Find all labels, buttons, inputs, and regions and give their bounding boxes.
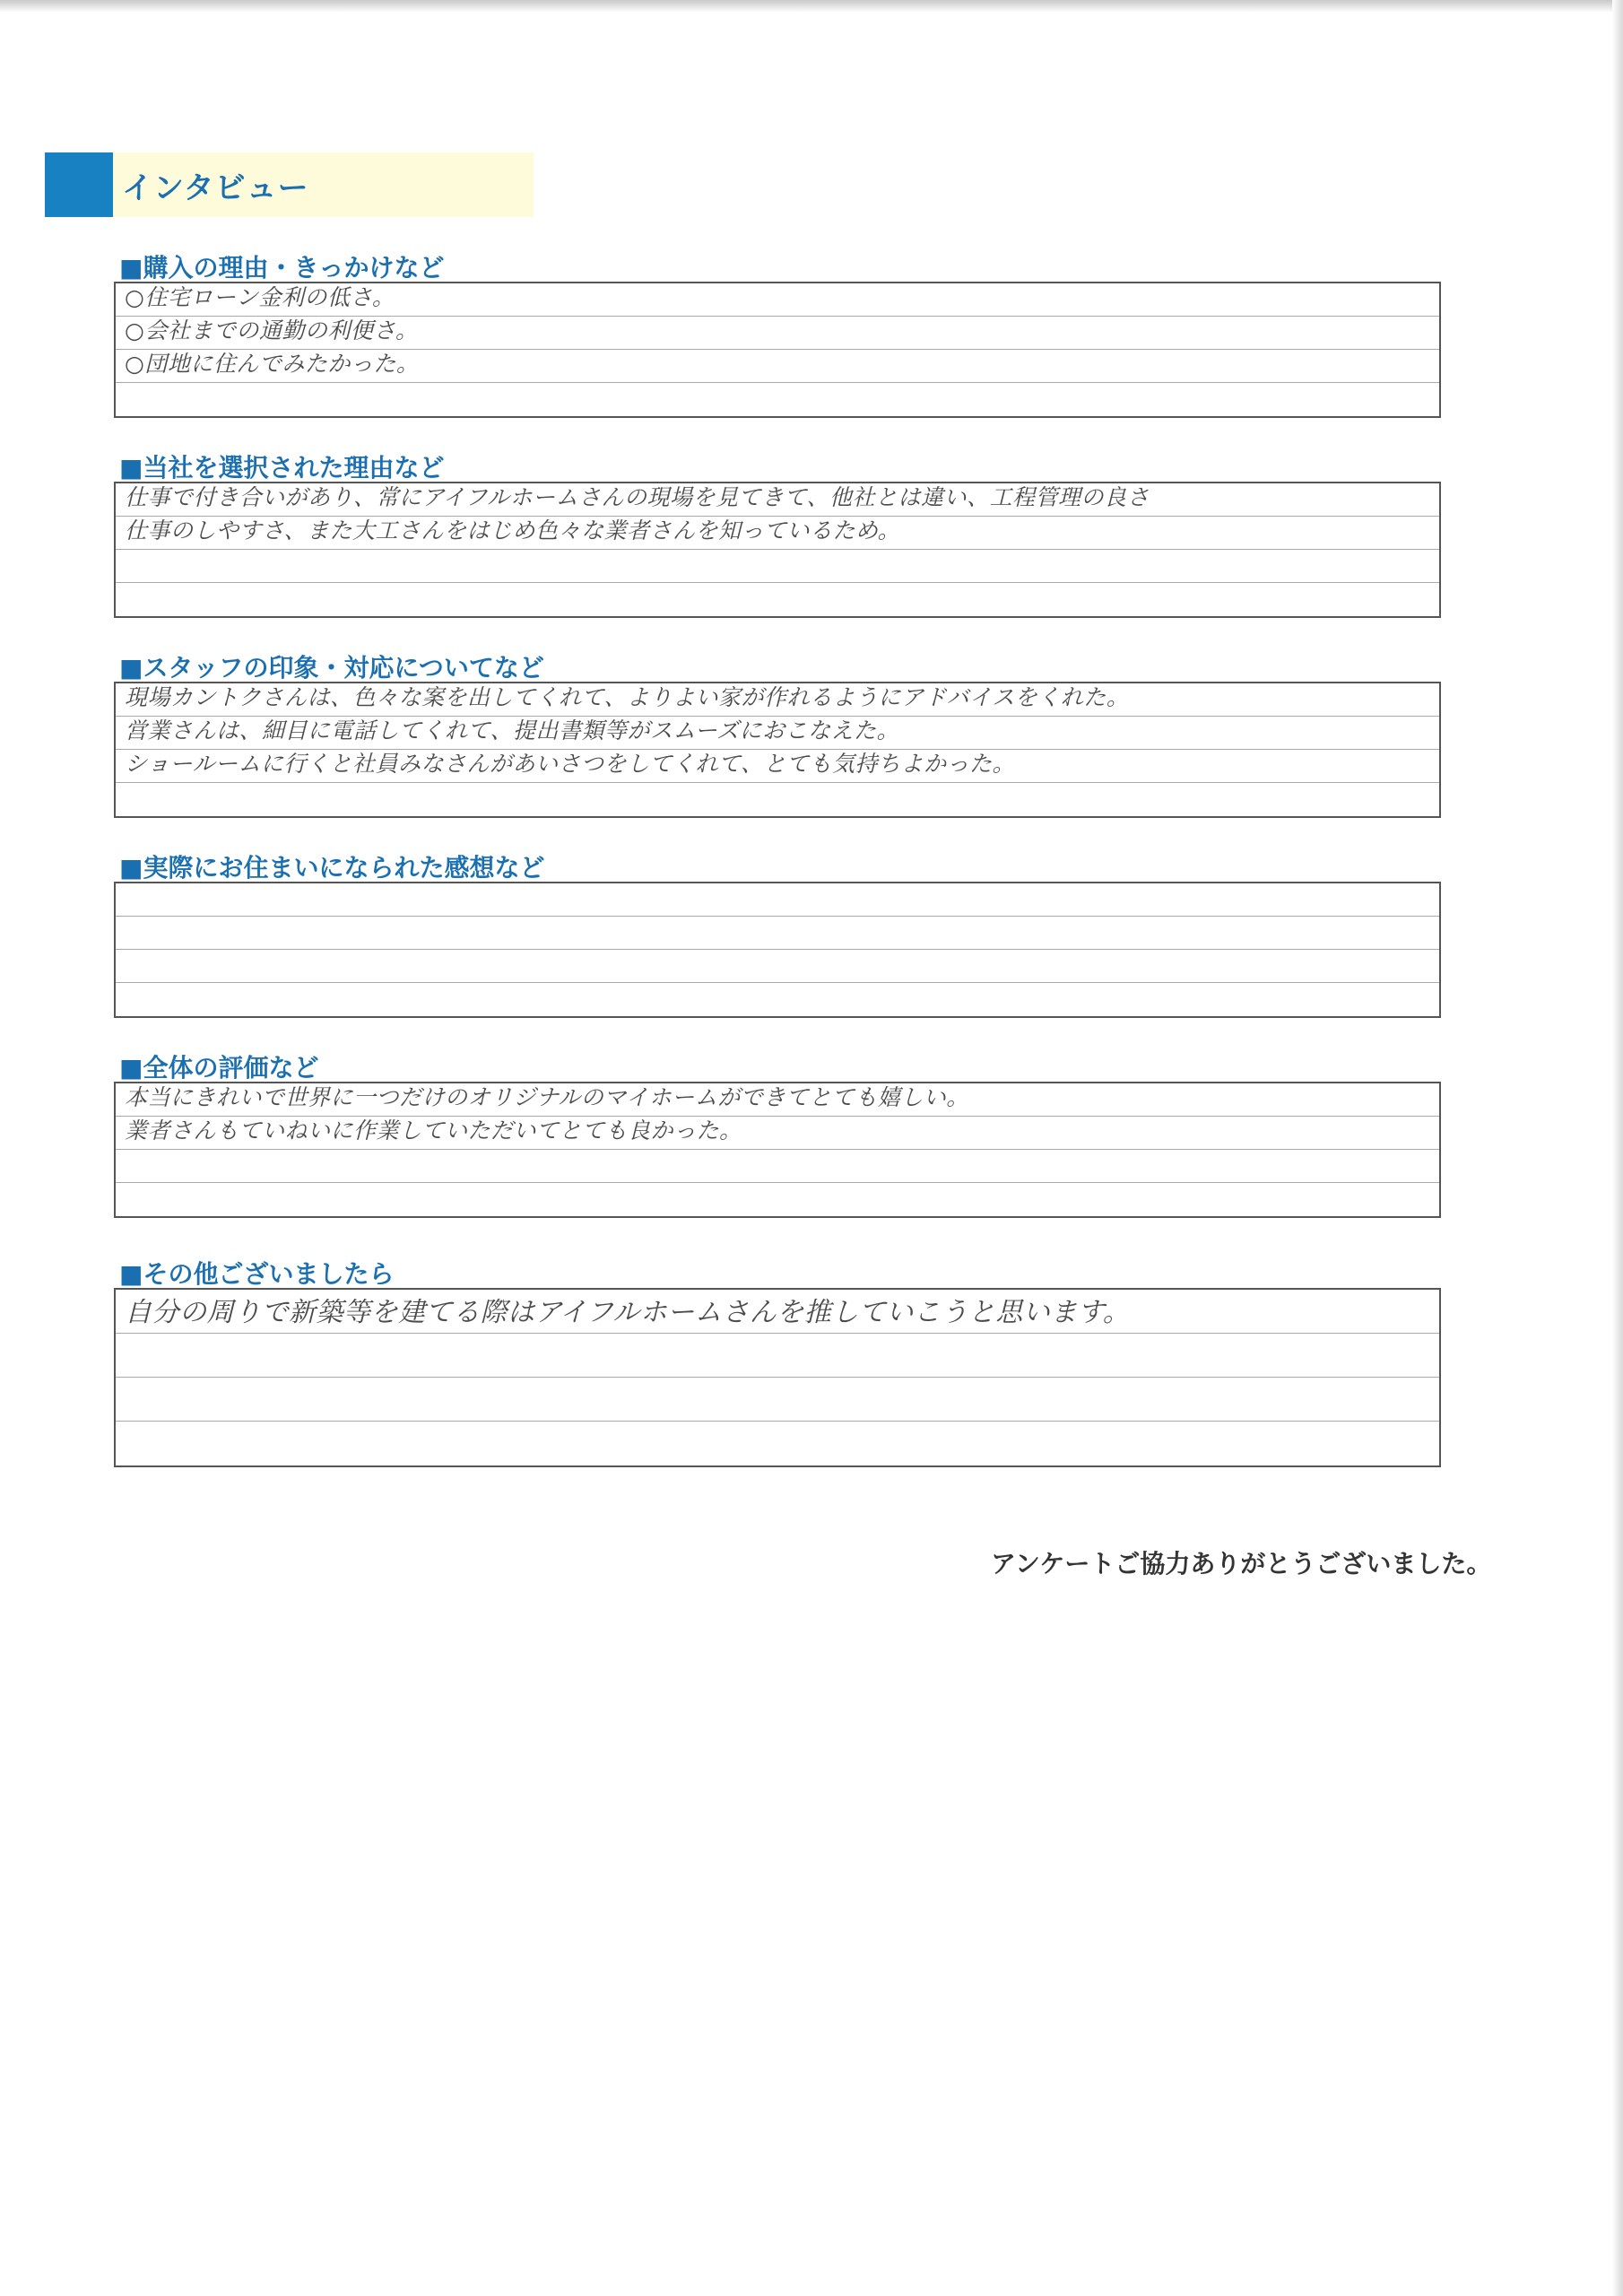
scan-edge-top [0,0,1623,13]
interview-banner [45,152,534,217]
handwritten-text: ○会社までの通勤の利便さ。 [125,317,419,344]
answer-line [116,1150,1439,1183]
answer-line [116,550,1439,583]
handwritten-text: 現場カントクさんは、色々な案を出してくれて、よりよい家が作れるようにアドバイスをくれた。 [125,684,1130,710]
handwritten-text: 業者さんもていねいに作業していただいてとても良かった。 [125,1118,742,1144]
answer-line [116,1083,1439,1117]
section-title [119,451,444,482]
answer-line [116,717,1439,750]
handwritten-text: 仕事のしやすさ、また大工さんをはじめ色々な業者さんを知っているため。 [125,517,901,544]
section-title-text: ■その他ございましたら [119,1259,395,1289]
answer-line [116,1334,1439,1378]
answer-line [116,1422,1439,1465]
answer-line [116,517,1439,550]
answer-line [116,1290,1439,1334]
answer-line [116,383,1439,416]
section-title [119,851,544,882]
answer-line [116,350,1439,383]
answer-box [114,482,1441,618]
answer-box [114,1288,1441,1467]
answer-line [116,983,1439,1016]
answer-box [114,882,1441,1018]
closing-thanks: アンケートご協力ありがとうございました。 [991,1549,1492,1578]
answer-line [116,1183,1439,1216]
section-title [119,651,544,682]
answer-line [116,483,1439,517]
section-title-text: ■購入の理由・きっかけなど [119,253,445,283]
answer-box [114,682,1441,818]
answer-box [114,1082,1441,1218]
section-title-text: ■当社を選択された理由など [119,453,445,483]
answer-line [116,950,1439,983]
handwritten-text: 本当にきれいで世界に一つだけのオリジナルのマイホームができてとても嬉しい。 [125,1084,969,1110]
section-title-text: ■実際にお住まいになられた感想など [119,853,545,883]
answer-line [116,683,1439,717]
handwritten-text: ショールームに行くと社員みなさんがあいさつをしてくれて、とても気持ちよかった。 [125,751,1016,777]
page-title: インタビュー [122,170,309,206]
section-title-text: ■スタッフの印象・対応についてなど [119,653,544,683]
section-title [119,251,444,282]
handwritten-text: 仕事で付き合いがあり、常にアイフルホームさんの現場を見てきて、他社とは違い、工程管理の良さ [125,484,1150,510]
answer-box [114,282,1441,418]
answer-line [116,1117,1439,1150]
answer-line [116,1378,1439,1422]
handwritten-text: ○団地に住んでみたかった。 [125,351,420,377]
section-title [119,1257,394,1288]
banner-accent-block [45,152,113,217]
answer-line [116,583,1439,616]
section-title-text: ■全体の評価など [119,1053,319,1083]
section-title [119,1051,318,1082]
answer-line [116,883,1439,917]
handwritten-text: 自分の周りで新築等を建てる際はアイフルホームさんを推していこうと思います。 [125,1297,1131,1328]
answer-line [116,750,1439,783]
answer-line [116,783,1439,816]
answer-line [116,317,1439,350]
handwritten-text: 営業さんは、細目に電話してくれて、提出書類等がスムーズにおこなえた。 [125,718,900,744]
answer-line [116,283,1439,317]
answer-line [116,917,1439,950]
handwritten-text: ○住宅ローン金利の低さ。 [125,284,395,310]
scan-edge-right [1612,0,1623,2296]
